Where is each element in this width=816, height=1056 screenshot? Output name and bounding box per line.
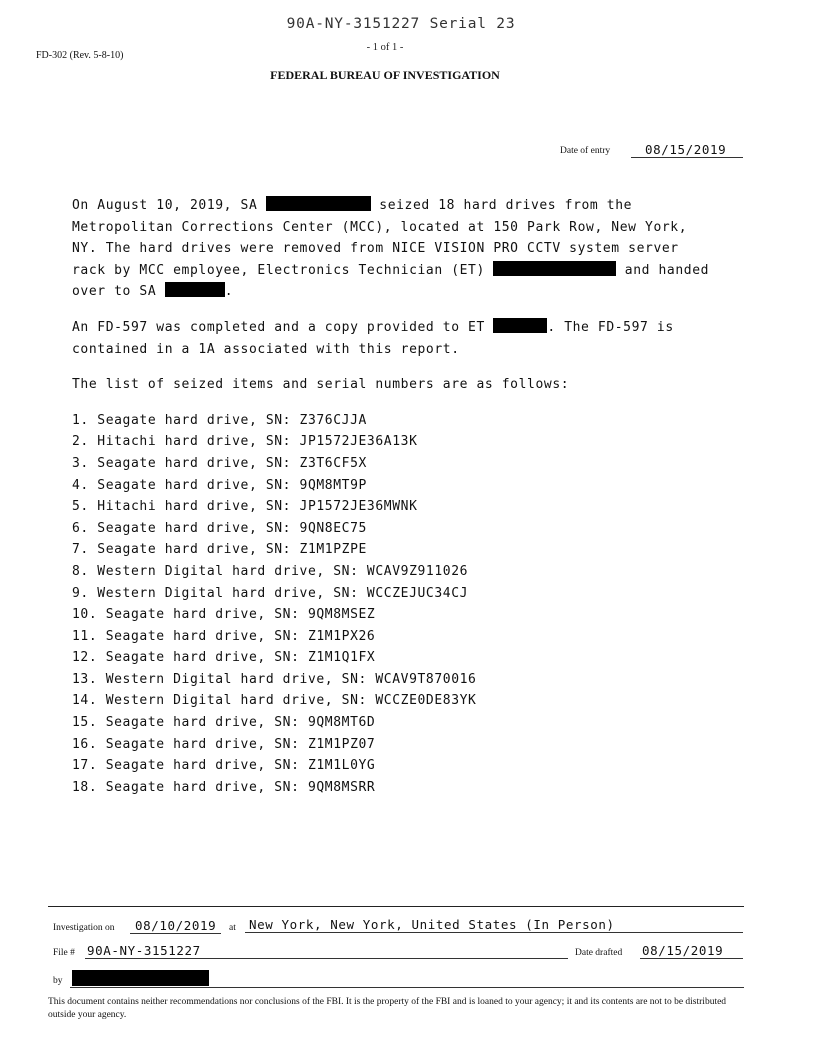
p1-text-d: NY. The hard drives were removed from NICE VISION PRO CCTV system server [72,241,679,257]
list-item: 9. Western Digital hard drive, SN: WCCZEJUC34CJ [72,585,469,601]
list-item: 8. Western Digital hard drive, SN: WCAV9Z911026 [72,563,469,579]
file-number-label: File # [53,948,75,958]
investigation-on-label: Investigation on [53,923,115,933]
list-item: 14. Western Digital hard drive, SN: WCCZE0DE83YK [72,693,477,709]
p1-text-b: seized 18 hard drives from the [379,198,633,213]
p1-text-c: Metropolitan Corrections Center (MCC), located at 150 Park Row, New York, [72,219,688,235]
paragraph-2 [72,317,762,360]
date-drafted-label: Date drafted [575,948,623,958]
p1-text-f: and handed [624,262,710,278]
disclaimer: This document contains neither recommendations nor conclusions of the FBI. It is the property of the FBI and is loaned to your agency; it and its contents are not to be distributed outside your agency. [48,997,727,1020]
list-item: 4. Seagate hard drive, SN: 9QM8MT9P [72,477,367,493]
date-of-entry-label: Date of entry [560,146,611,156]
by-label: by [53,976,63,986]
redaction-box [72,970,209,986]
p1-text-a: On August 10, 2019, SA [72,198,258,213]
p2-text-c: contained in a 1A associated with this report. [72,341,460,357]
paragraph-1 [72,195,762,303]
serial-stamp: 90A-NY-3151227 Serial 23 [286,16,516,32]
list-item: 18. Seagate hard drive, SN: 9QM8MSRR [72,779,376,795]
seized-items-list [72,410,762,799]
list-item: 2. Hitachi hard drive, SN: JP1572JE36A13K [72,434,418,450]
paragraph-3: The list of seized items and serial numbers are as follows: [72,377,570,393]
agency-title: FEDERAL BUREAU OF INVESTIGATION [270,68,500,82]
list-item: 7. Seagate hard drive, SN: Z1M1PZPE [72,542,367,558]
redaction-box [493,318,547,333]
file-number: 90A-NY-3151227 [85,944,568,959]
list-item: 16. Seagate hard drive, SN: Z1M1PZ07 [72,736,376,752]
list-item: 12. Seagate hard drive, SN: Z1M1Q1FX [72,650,376,666]
page-counter: - 1 of 1 - [366,42,404,53]
redaction-box [493,261,616,276]
form-number: FD-302 (Rev. 5-8-10) [36,50,124,61]
investigation-date: 08/10/2019 [130,919,221,934]
list-item: 3. Seagate hard drive, SN: Z3T6CF5X [72,455,367,471]
footer-divider [48,906,744,907]
list-item: 5. Hitachi hard drive, SN: JP1572JE36MWNK [72,499,418,515]
p1-text-h: . [224,284,234,300]
redaction-box [165,282,225,297]
investigation-location: New York, New York, United States (In Person) [245,918,743,933]
p1-text-e: rack by MCC employee, Electronics Technician (ET) [72,262,485,278]
p1-text-g: over to SA [72,284,157,300]
at-label: at [229,923,236,933]
p2-text-a: An FD-597 was completed and a copy provided to ET [72,319,485,335]
redaction-box [266,196,371,211]
date-of-entry-value: 08/15/2019 [631,143,743,158]
list-item: 15. Seagate hard drive, SN: 9QM8MT6D [72,715,376,731]
list-item: 10. Seagate hard drive, SN: 9QM8MSEZ [72,607,376,623]
list-item: 17. Seagate hard drive, SN: Z1M1L0YG [72,758,376,774]
list-item: 1. Seagate hard drive, SN: Z376CJJA [72,412,367,428]
list-item: 6. Seagate hard drive, SN: 9QN8EC75 [72,520,367,536]
list-item: 13. Western Digital hard drive, SN: WCAV9T870016 [72,671,477,687]
report-body [72,195,762,798]
date-drafted: 08/15/2019 [640,944,743,959]
list-item: 11. Seagate hard drive, SN: Z1M1PX26 [72,628,376,644]
p2-text-b: . The FD-597 is [547,319,674,335]
